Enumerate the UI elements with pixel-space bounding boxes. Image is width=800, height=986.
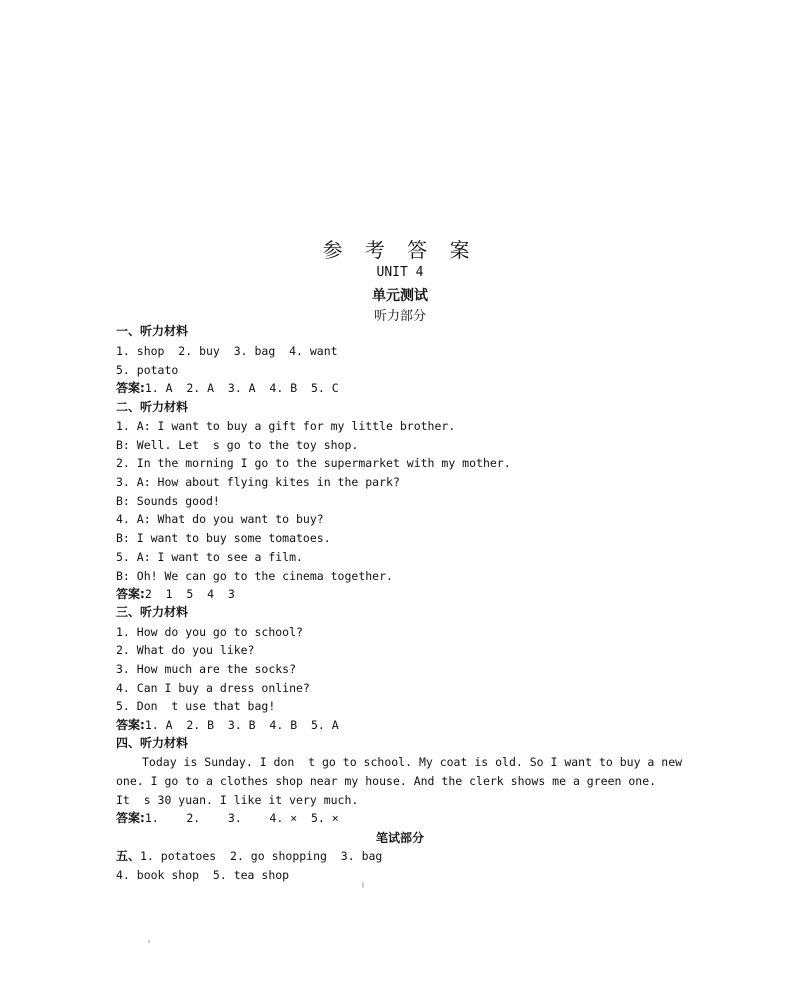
section2-line: B: Well. Let s go to the toy shop.: [116, 438, 359, 452]
section4-para-line: one. I go to a clothes shop near my house. And the clerk shows me a green one.: [116, 774, 657, 788]
section1-line2: 5. potato: [116, 363, 179, 377]
section2-line: 3. A: How about flying kites in the park?: [116, 475, 400, 489]
section3-line: 3. How much are the socks?: [116, 662, 297, 676]
section3-line: 1. How do you go to school?: [116, 625, 303, 639]
page-title: 参 考 答 案: [322, 238, 478, 262]
section5-label: 五、: [116, 849, 141, 863]
section2-line: 4. A: What do you want to buy?: [116, 512, 324, 526]
section1-line1: 1. shop 2. buy 3. bag 4. want: [116, 344, 338, 358]
answer-label: 答案:: [116, 587, 145, 601]
section3-heading: 三、听力材料: [116, 605, 189, 619]
answer-label: 答案:: [116, 811, 145, 825]
section2-line: B: Oh! We can go to the cinema together.: [116, 569, 393, 583]
section3-line: 4. Can I buy a dress online?: [116, 681, 310, 695]
section2-line: 5. A: I want to see a film.: [116, 550, 303, 564]
listening-part-title: 听力部分: [373, 309, 426, 324]
answer-label: 答案:: [116, 381, 145, 395]
test-subtitle: 单元测试: [372, 288, 428, 304]
scan-speck: [148, 940, 150, 943]
unit-label: UNIT 4: [376, 265, 424, 280]
answer-label: 答案:: [116, 718, 145, 732]
written-line1: [116, 848, 382, 864]
section1-heading: 一、听力材料: [116, 324, 189, 338]
section3-line: 2. What do you like?: [116, 643, 255, 657]
section4-para-line: It s 30 yuan. I like it very much.: [116, 793, 359, 807]
section2-line: B: Sounds good!: [116, 494, 220, 508]
answer-text: 2 1 5 4 3: [144, 587, 235, 601]
section1-answer: [116, 380, 339, 396]
section4-para-line: [116, 754, 682, 770]
section2-line: B: I want to buy some tomatoes.: [116, 531, 331, 545]
answer-text: 1. A 2. A 3. A 4. B 5. C: [144, 381, 339, 395]
section2-line: 2. In the morning I go to the supermarket with my mother.: [116, 456, 511, 470]
written-line2: 4. book shop 5. tea shop: [116, 868, 290, 882]
written-line1-text: 1. potatoes 2. go shopping 3. bag: [140, 849, 383, 863]
scan-speck: [362, 882, 364, 888]
section3-line: 5. Don t use that bag!: [116, 699, 276, 713]
answer-text: 1. A 2. B 3. B 4. B 5. A: [144, 718, 339, 732]
section4-heading: 四、听力材料: [116, 736, 189, 750]
section2-answer: [116, 586, 235, 602]
section2-heading: 二、听力材料: [116, 400, 189, 414]
para-text: Today is Sunday. I don t go to school. My coat is old. So I want to buy a new: [142, 755, 683, 769]
written-part-title: 笔试部分: [375, 831, 424, 845]
section4-answer: [116, 810, 339, 826]
section2-line: 1. A: I want to buy a gift for my little brother.: [116, 419, 456, 433]
answer-text: 1. 2. 3. 4. × 5. ×: [144, 811, 339, 825]
section3-answer: [116, 717, 339, 733]
